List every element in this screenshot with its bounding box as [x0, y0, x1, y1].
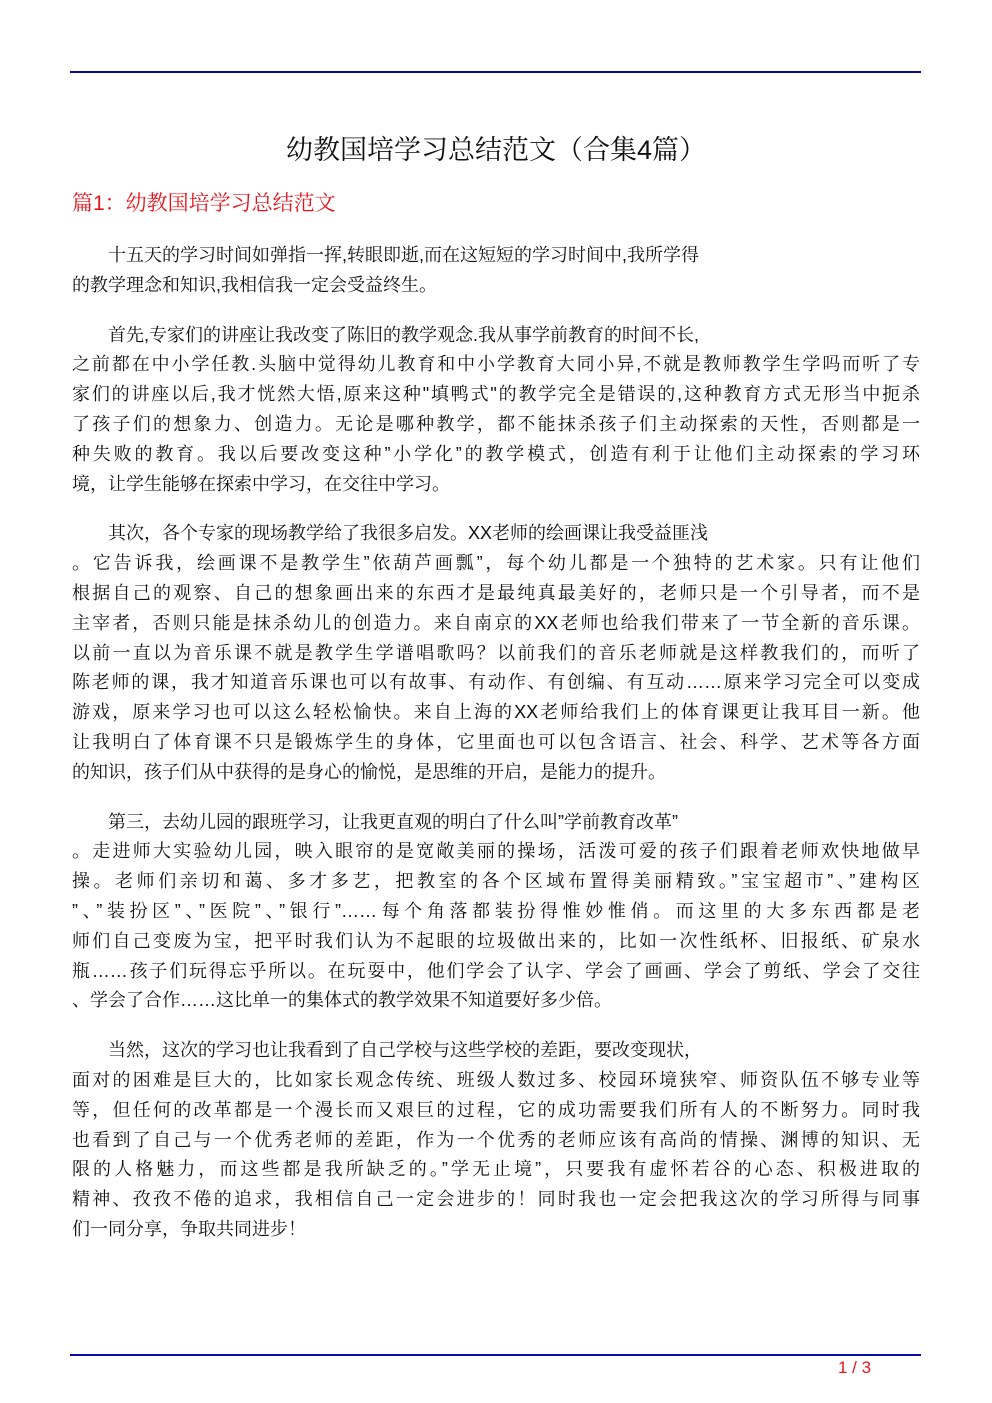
- text-line: 瓶……孩子们玩得忘乎所以。在玩耍中，他们学会了认字、学会了画画、学会了剪纸、学会了交往: [72, 960, 920, 981]
- text-line: ”、”装扮区”、”医院”、”银行”……每个角落都装扮得惟妙惟俏。而这里的大多东西都是老: [72, 900, 920, 921]
- document-body: [72, 241, 920, 1265]
- text-line: 的教学理念和知识,我相信我一定会受益终生。: [72, 274, 437, 295]
- text-line: 游戏，原来学习也可以这么轻松愉快。来自上海的XX老师给我们上的体育课更让我耳目一新。他: [72, 702, 920, 723]
- document-title: 幼教国培学习总结范文（合集4篇）: [285, 135, 706, 165]
- text-line: 了孩子们的想象力、创造力。无论是哪种教学，都不能抹杀孩子们主动探索的天性，否则都是一: [72, 413, 920, 434]
- header-rule: [70, 71, 921, 73]
- text-line: 以前一直以为音乐课不就是教学生学谱唱歌吗？以前我们的音乐老师就是这样教我们的，而听了: [72, 642, 920, 663]
- paragraph: [72, 241, 920, 301]
- text-line: 等，但任何的改革都是一个漫长而又艰巨的过程，它的成功需要我们所有人的不断努力。同时我: [72, 1099, 920, 1120]
- text-line: 的知识，孩子们从中获得的是身心的愉悦，是思维的开启，是能力的提升。: [72, 761, 666, 782]
- text-line: 之前都在中小学任教.头脑中觉得幼儿教育和中小学教育大同小异,不就是教师教学生学吗而听了专: [72, 354, 920, 375]
- text-line: 陈老师的课，我才知道音乐课也可以有故事、有动作、有创编、有互动……原来学习完全可以变成: [72, 672, 920, 693]
- text-line: 当然，这次的学习也让我看到了自己学校与这些学校的差距，要改变现状，: [108, 1040, 702, 1061]
- text-line: 限的人格魅力，而这些都是我所缺乏的。”学无止境”，只要我有虚怀若谷的心态、积极进取的: [72, 1159, 920, 1180]
- text-line: 让我明白了体育课不只是锻炼学生的身体，它里面也可以包含语言、社会、科学、艺术等各方面: [72, 731, 920, 752]
- text-line: 主宰者，否则只能是抹杀幼儿的创造力。来自南京的XX老师也给我们带来了一节全新的音乐课。: [72, 612, 920, 633]
- text-line: 种失败的教育。我以后要改变这种”小学化”的教学模式，创造有利于让他们主动探索的学习环: [72, 443, 920, 464]
- text-line: 们一同分享，争取共同进步！: [72, 1218, 306, 1239]
- text-line: 首先,专家们的讲座让我改变了陈旧的教学观念.我从事学前教育的时间不长,: [108, 324, 699, 345]
- text-line: 也看到了自己与一个优秀老师的差距，作为一个优秀的老师应该有高尚的情操、渊博的知识、无: [72, 1129, 920, 1150]
- text-line: 精神、孜孜不倦的追求，我相信自己一定会进步的！同时我也一定会把我这次的学习所得与同事: [72, 1189, 920, 1210]
- footer-rule: [70, 1354, 921, 1356]
- page-number: 1 / 3: [838, 1358, 872, 1377]
- text-line: 、学会了合作……这比单一的集体式的教学效果不知道要好多少倍。: [72, 990, 612, 1011]
- text-line: 根据自己的观察、自己的想象画出来的东西才是最纯真最美好的，老师只是一个引导者，而不是: [72, 582, 920, 603]
- section-heading: 篇1：幼教国培学习总结范文: [72, 192, 336, 215]
- paragraph: [72, 519, 920, 787]
- text-line: 面对的困难是巨大的，比如家长观念传统、班级人数过多、校园环境狭窄、师资队伍不够专业等: [72, 1069, 920, 1090]
- paragraph: [72, 1036, 920, 1245]
- text-line: 。走进师大实验幼儿园，映入眼帘的是宽敞美丽的操场，活泼可爱的孩子们跟着老师欢快地做早: [72, 841, 920, 862]
- paragraph: [72, 808, 920, 1017]
- paragraph: [72, 321, 920, 500]
- text-line: 。它告诉我，绘画课不是教学生”依葫芦画瓢”，每个幼儿都是一个独特的艺术家。只有让他们: [72, 553, 920, 574]
- text-line: 师们自己变废为宝，把平时我们认为不起眼的垃圾做出来的，比如一次性纸杯、旧报纸、矿泉水: [72, 930, 920, 951]
- text-line: 十五天的学习时间如弹指一挥,转眼即逝,而在这短短的学习时间中,我所学得: [108, 245, 699, 265]
- text-line: 操。老师们亲切和蔼、多才多艺，把教室的各个区域布置得美丽精致。”宝宝超市”、”建构区: [72, 871, 920, 892]
- text-line: 境，让学生能够在探索中学习，在交往中学习。: [72, 473, 450, 494]
- text-line: 其次，各个专家的现场教学给了我很多启发。XX老师的绘画课让我受益匪浅: [108, 523, 709, 544]
- text-line: 家们的讲座以后,我才恍然大悟,原来这种"填鸭式"的教学完全是错误的,这种教育方式无形当中扼杀: [72, 384, 920, 405]
- text-line: 第三，去幼儿园的跟班学习，让我更直观的明白了什么叫”学前教育改革”: [108, 811, 678, 832]
